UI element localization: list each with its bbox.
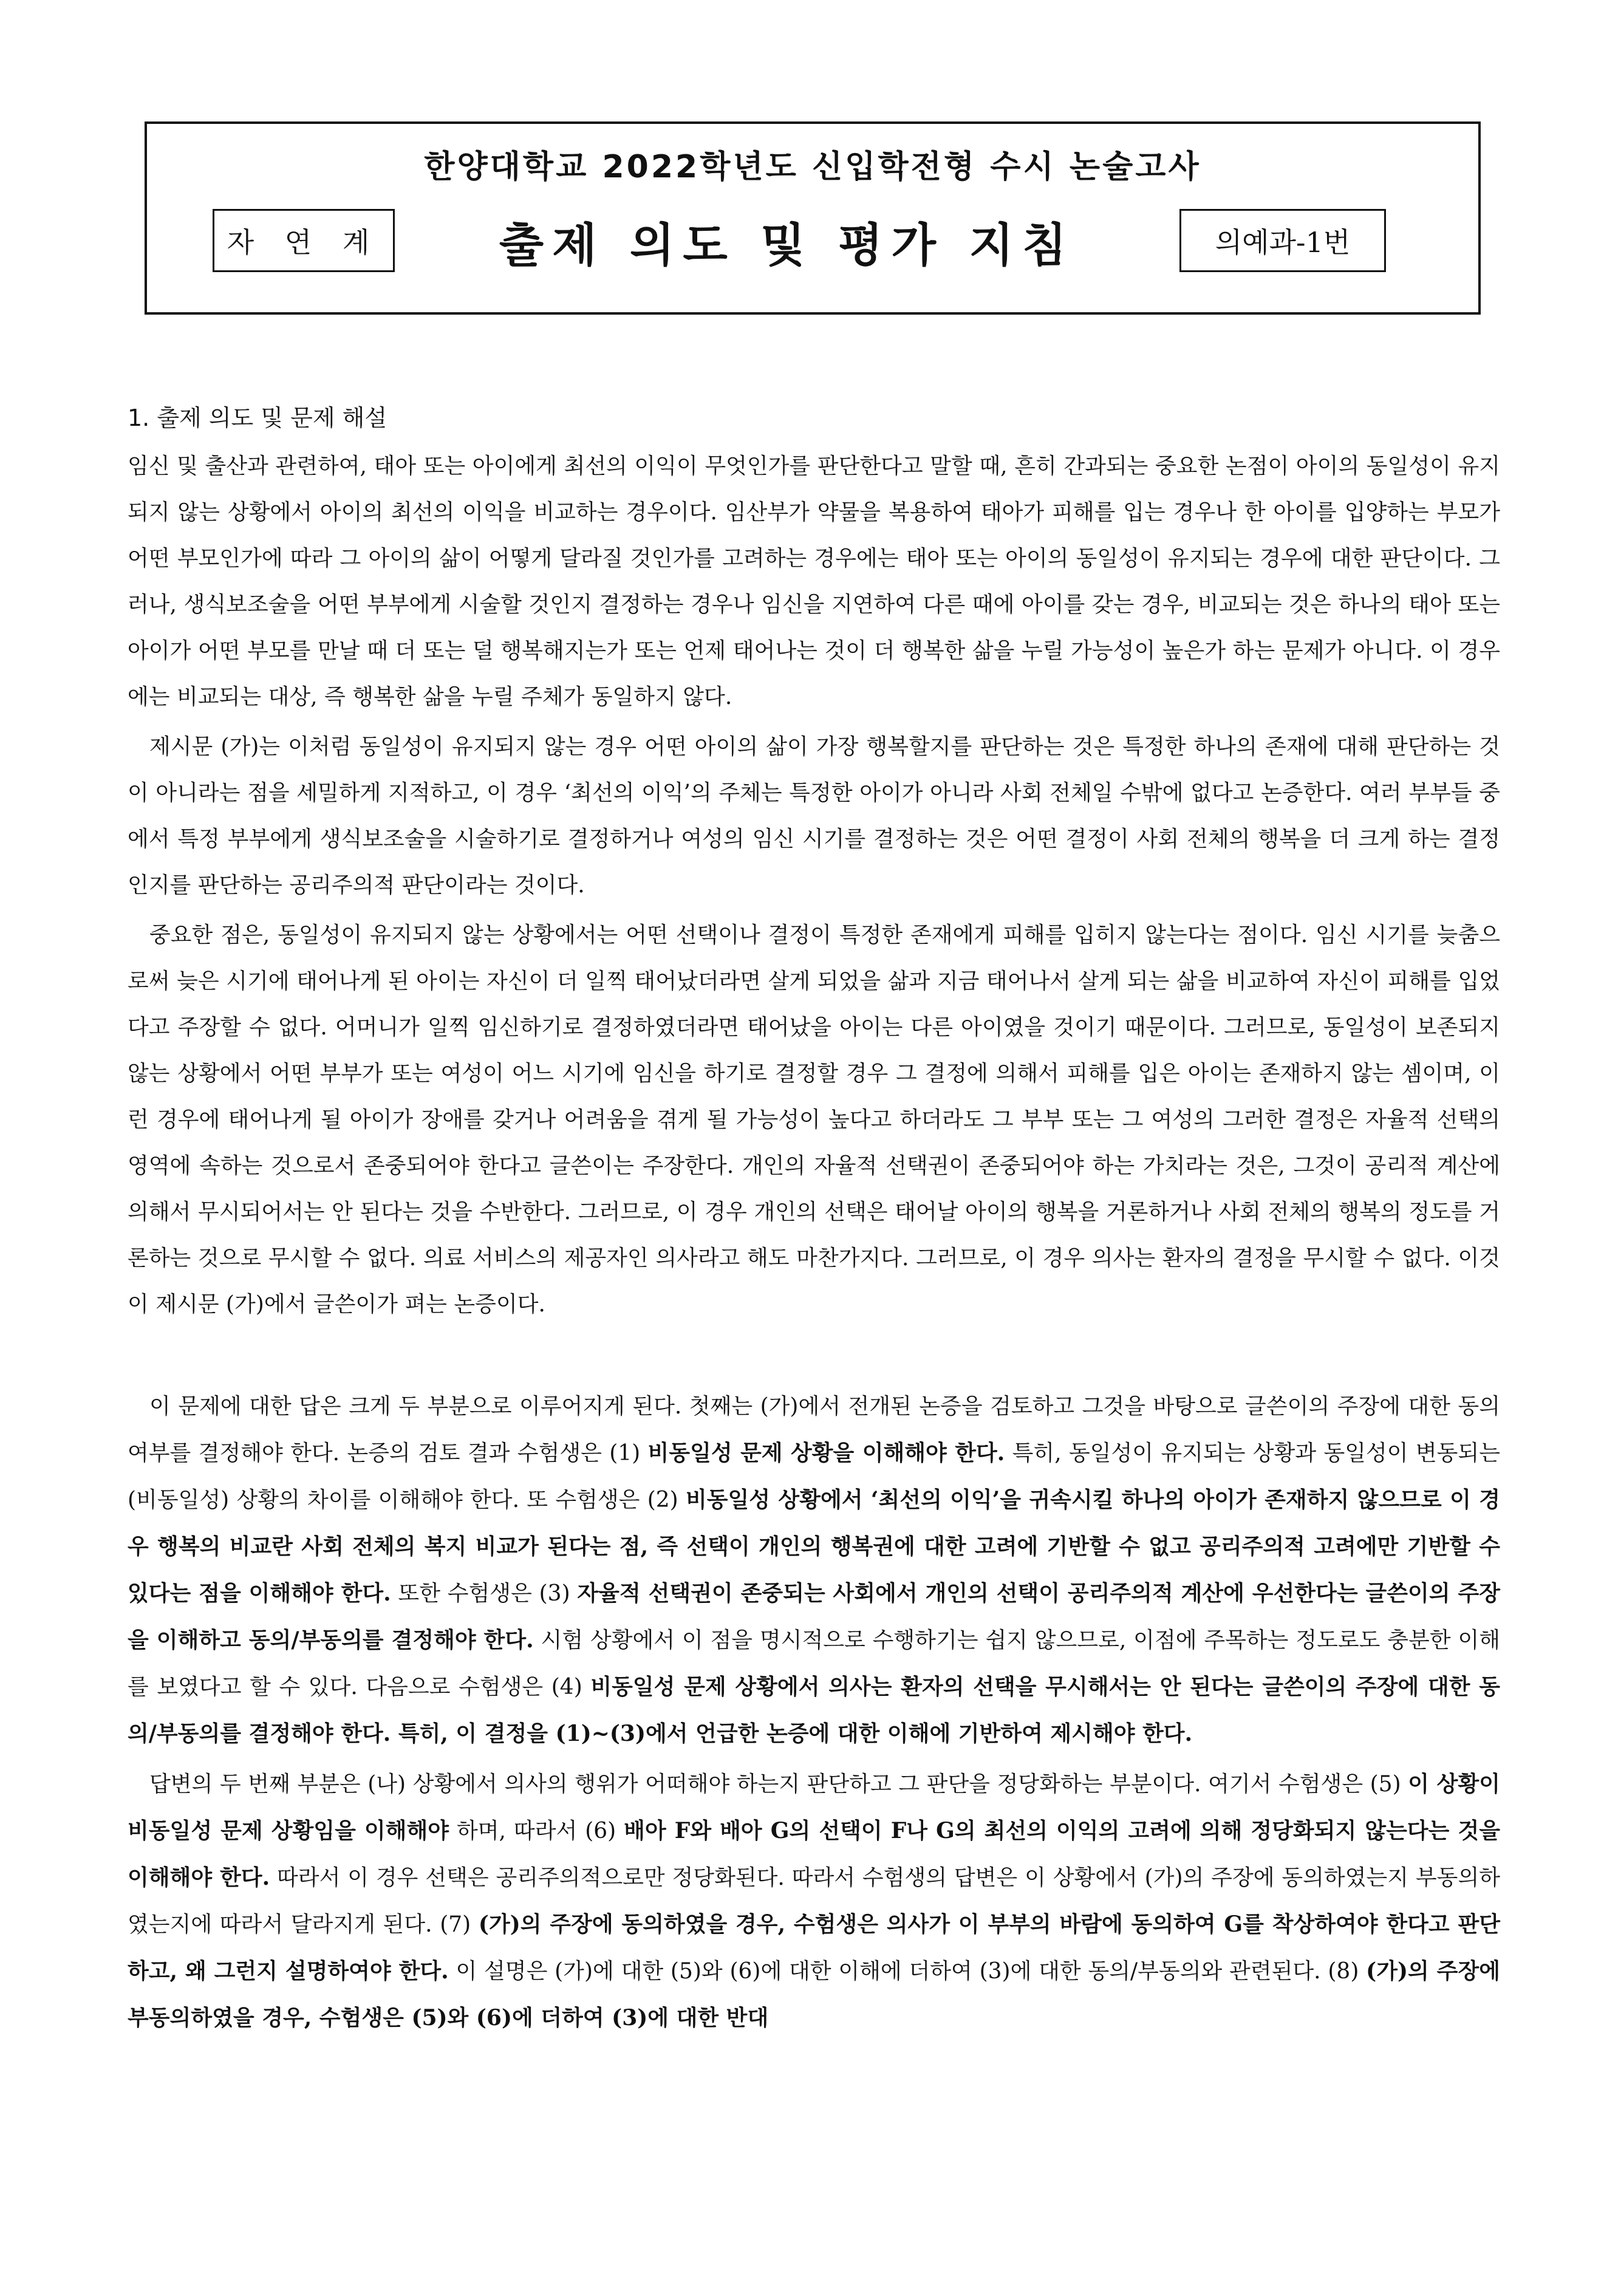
body-text: 따라서 이 경우 선택은 공리주의적으로만 정당화된다. 따라서 수험생의 답변은 이 상황에서 (가)의 주장에 동의하였는지 부동의하였는지에 따라서 달라지게 된다. (7) [128,1865,1500,1937]
body-text: 답변의 두 번째 부분은 (나) 상황에서 의사의 행위가 어떠해야 하는지 판단하고 그 판단을 정당화하는 부분이다. 여기서 수험생은 (5) [149,1772,1408,1797]
emphasized-text: 이 상황이 비동일성 문제 상황임을 이해해야 [128,1771,1500,1843]
emphasized-text: 배아 F와 배아 G의 선택이 F나 G의 최선의 이익의 고려에 의해 정당화되지 않는다는 것을 이해해야 한다. [128,1818,1501,1890]
body-text: 이 문제에 대한 답은 크게 두 부분으로 이루어지게 된다. 첫째는 (가)에서 전개된 논증을 검토하고 그것을 바탕으로 글쓴이의 주장에 대한 동의 여부를 결정해야 한다. 논증의 검토 결과 수험생은 (1) [128,1394,1500,1466]
paragraph-2: 제시문 (가)는 이처럼 동일성이 유지되지 않는 경우 어떤 아이의 삶이 가장 행복할지를 판단하는 것은 특정한 하나의 존재에 대해 판단하는 것이 아니라는 점을 세밀하게 지적하고, 이 경우 ‘최선의 이익’의 주체는 특정한 아이가 아니라 사회 전체일 수밖에 없다고 논증한다. 여러 부부들 중에서 특정 부부에게 생식보조술을 시술하기로 결정하거나 여성의 임신 시기를 결정하는 것은 어떤 결정이 사회 전체의 행복을 더 크게 하는 결정인지를 판단하는 공리주의적 판단이라는 것이다. [128,734,1500,898]
exam-header-box [145,121,1481,315]
emphasized-text: 비동일성 문제 상황에서 의사는 환자의 선택을 무시해서는 안 된다는 글쓴이의 주장에 대한 동의/부동의를 결정해야 한다. 특히, 이 결정을 (1)~(3)에서 언급한 논증에 대한 이해에 기반하여 제시해야 한다. [128,1674,1500,1746]
question-number-tag: 의예과-1번 [1179,209,1386,272]
paragraph-gap [128,1331,1500,1384]
emphasized-text: 자율적 선택권이 존중되는 사회에서 개인의 선택이 공리주의적 계산에 우선한다는 글쓴이의 주장을 이해하고 동의/부동의를 결정해야 한다. [128,1580,1501,1653]
document-subtitle: 출제 의도 및 평가 지침 [499,217,1076,272]
body-text: 이 설명은 (가)에 대한 (5)와 (6)에 대한 이해에 더하여 (3)에 대한 동의/부동의와 관련된다. (8) [448,1959,1367,1984]
body-text: 시험 상황에서 이 점을 명시적으로 수행하기는 쉽지 않으므로, 이점에 주목하는 정도로도 충분한 이해를 보였다고 할 수 있다. 다음으로 수험생은 (4) [128,1628,1500,1700]
exam-title: 한양대학교 2022학년도 신입학전형 수시 논술고사 [424,149,1201,185]
emphasized-text: 비동일성 문제 상황을 이해해야 한다. [647,1440,1005,1466]
body-text: 특히, 동일성이 유지되는 상황과 동일성이 변동되는 (비동일성) 상황의 차이를 이해해야 한다. 또 수험생은 (2) [128,1441,1500,1512]
emphasized-text: (가)의 주장에 부동의하였을 경우, 수험생은 (5)와 (6)에 더하여 (3)에 대한 반대 [128,1958,1500,2031]
emphasized-text: 비동일성 상황에서 ‘최선의 이익’을 귀속시킬 하나의 아이가 존재하지 않으므로 이 경우 행복의 비교란 사회 전체의 복지 비교가 된다는 점, 즉 선택이 개인의 행복권에 대한 고려에 기반할 수 없고 공리주의적 고려에만 기반할 수 있다는 점을 이해해야 한다. [128,1487,1500,1606]
document-body [128,395,1500,2045]
paragraph-1: 임신 및 출산과 관련하여, 태아 또는 아이에게 최선의 이익이 무엇인가를 판단한다고 말할 때, 흔히 간과되는 중요한 논점이 아이의 동일성이 유지되지 않는 상황에서 아이의 최선의 이익을 비교하는 경우이다. 임산부가 약물을 복용하여 태아가 피해를 입는 경우나 한 아이를 입양하는 부모가 어떤 부모인가에 따라 그 아이의 삶이 어떻게 달라질 것인가를 고려하는 경우에는 태아 또는 아이의 동일성이 유지되는 경우에 대한 판단이다. 그러나, 생식보조술을 어떤 부부에게 시술할 것인지 결정하는 경우나 임신을 지연하여 다른 때에 아이를 갖는 경우, 비교되는 것은 하나의 태아 또는 아이가 어떤 부모를 만날 때 더 또는 덜 행복해지는가 또는 언제 태어나는 것이 더 행복한 삶을 누릴 가능성이 높은가 하는 문제가 아니다. 이 경우에는 비교되는 대상, 즉 행복한 삶을 누릴 주체가 동일하지 않다. [128,454,1500,709]
paragraph-4 [128,1384,1500,1757]
body-text: 또한 수험생은 (3) [391,1581,578,1606]
section-heading: 1. 출제 의도 및 문제 해설 [128,405,387,431]
paragraph-5 [128,1761,1500,2041]
body-text: 하며, 따라서 (6) [449,1819,624,1843]
category-tag: 자 연 계 [213,209,395,272]
emphasized-text: (가)의 주장에 동의하였을 경우, 수험생은 의사가 이 부부의 바람에 동의하여 G를 착상하여야 한다고 판단하고, 왜 그런지 설명하여야 한다. [128,1912,1500,1984]
paragraph-3: 중요한 점은, 동일성이 유지되지 않는 상황에서는 어떤 선택이나 결정이 특정한 존재에게 피해를 입히지 않는다는 점이다. 임신 시기를 늦춤으로써 늦은 시기에 태어나게 된 아이는 자신이 더 일찍 태어났더라면 살게 되었을 삶과 지금 태어나서 살게 되는 삶을 비교하여 자신이 피해를 입었다고 주장할 수 없다. 어머니가 일찍 임신하기로 결정하였더라면 태어났을 아이는 다른 아이였을 것이기 때문이다. 그러므로, 동일성이 보존되지 않는 상황에서 어떤 부부가 또는 여성이 어느 시기에 임신을 하기로 결정할 경우 그 결정에 의해서 피해를 입은 아이는 존재하지 않는 셈이며, 이런 경우에 태어나게 될 아이가 장애를 갖거나 어려움을 겪게 될 가능성이 높다고 하더라도 그 부부 또는 그 여성의 그러한 결정은 자율적 선택의 영역에 속하는 것으로서 존중되어야 한다고 글쓴이는 주장한다. 개인의 자율적 선택권이 존중되어야 하는 가치라는 것은, 그것이 공리적 계산에 의해서 무시되어서는 안 된다는 것을 수반한다. 그러므로, 이 경우 개인의 선택은 태어날 아이의 행복을 거론하거나 사회 전체의 행복의 정도를 거론하는 것으로 무시할 수 없다. 의료 서비스의 제공자인 의사라고 해도 마찬가지다. 그러므로, 이 경우 의사는 환자의 결정을 무시할 수 없다. 이것이 제시문 (가)에서 글쓴이가 펴는 논증이다. [128,923,1500,1317]
